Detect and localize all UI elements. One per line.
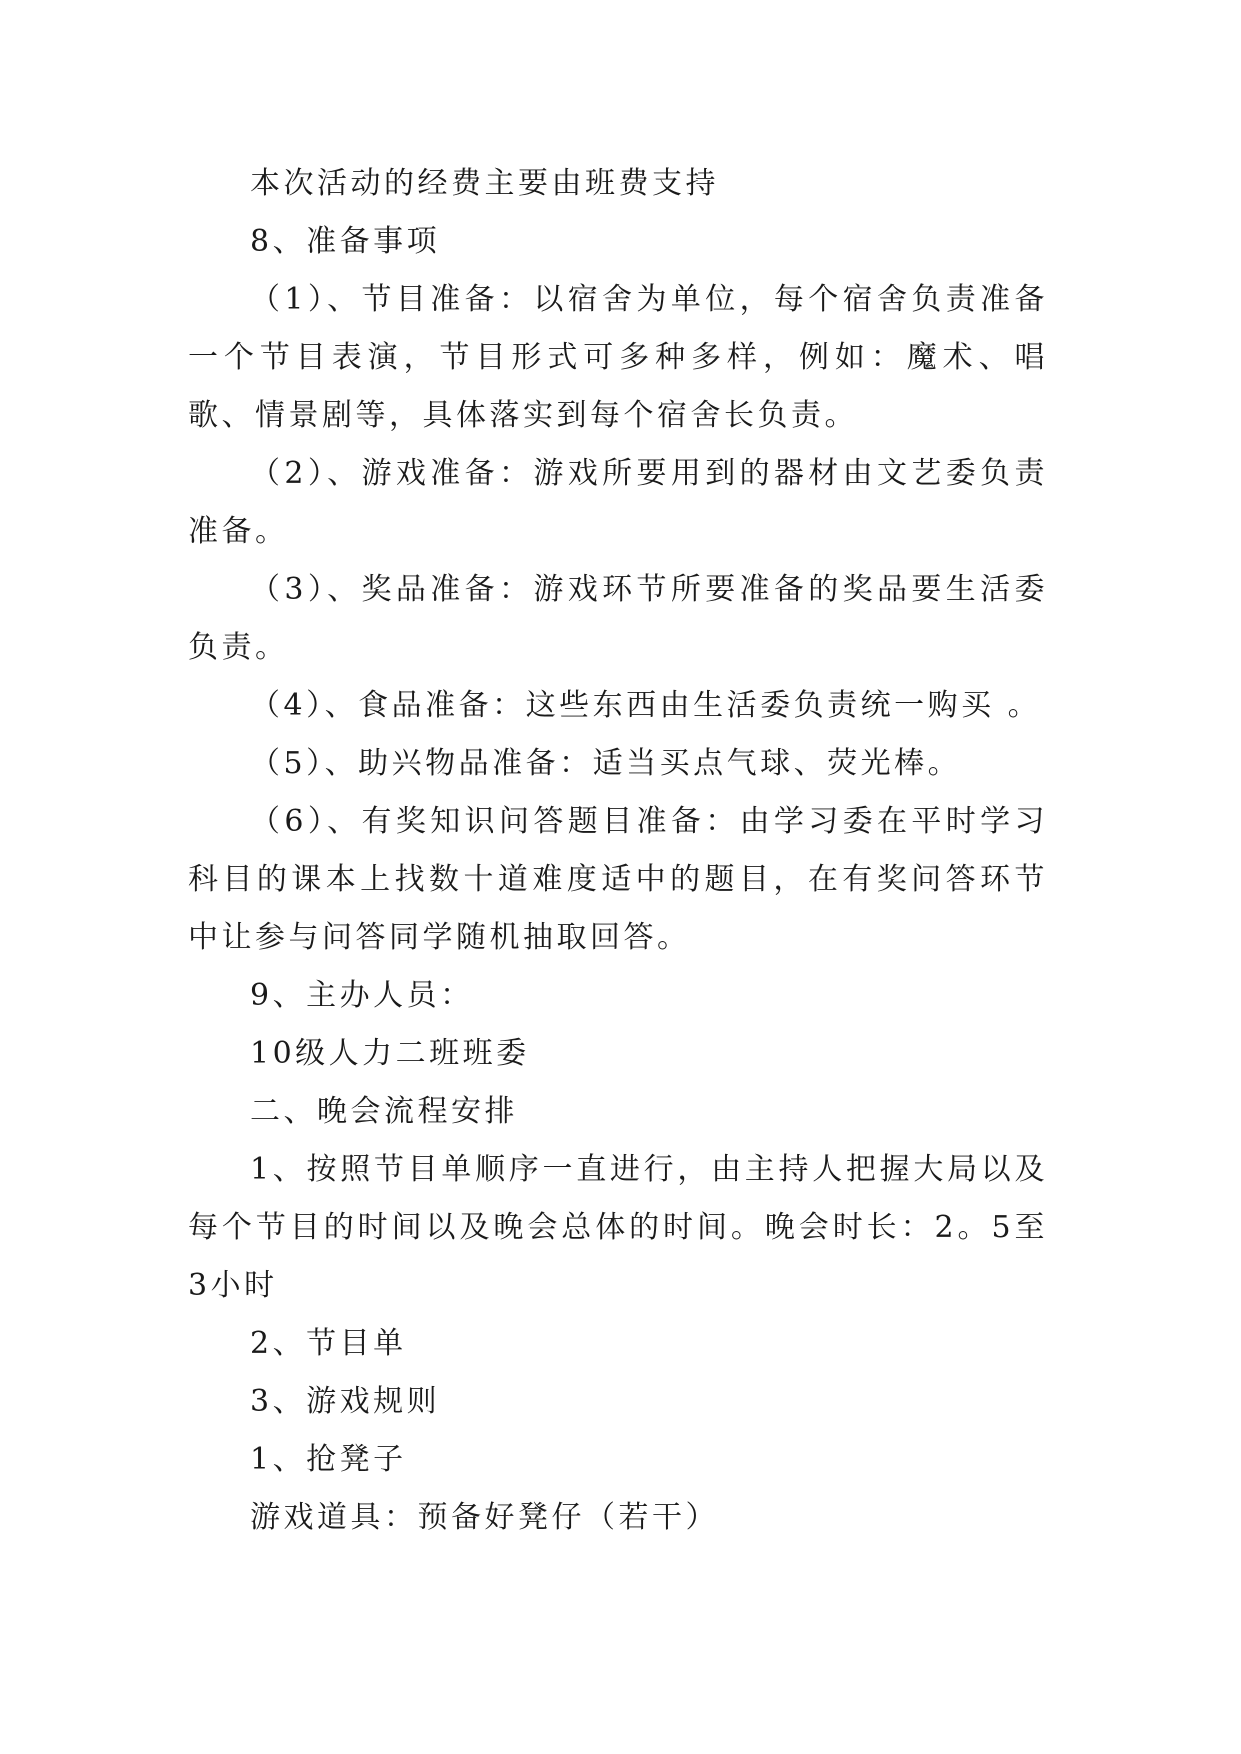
paragraph-food-prep: （4）、食品准备：这些东西由生活委负责统一购买 。 [250,688,1042,723]
paragraph-game-props: 游戏道具：预备好凳仔（若干） [250,1500,719,1535]
paragraph-game-rules: 3、游戏规则 [250,1384,441,1419]
paragraph-game-prep: （2）、游戏准备：游戏所要用到的器材由文艺委负责准备。 [188,456,1048,549]
paragraph-organizer: 10级人力二班班委 [250,1036,530,1071]
heading-program-flow: 二、晚会流程安排 [250,1094,518,1129]
paragraph-program-prep: （1）、节目准备：以宿舍为单位，每个宿舍负责准备一个节目表演，节目形式可多种多样，例如：魔术、唱歌、情景剧等，具体落实到每个宿舍长负责。 [188,282,1048,433]
paragraph-quiz-prep: （6）、有奖知识问答题目准备：由学习委在平时学习科目的课本上找数十道难度适中的题目，在有奖问答环节中让参与问答同学随机抽取回答。 [188,804,1048,955]
heading-organizers: 9、主办人员： [250,978,474,1013]
paragraph-flow-order: 1、按照节目单顺序一直进行，由主持人把握大局以及每个节目的时间以及晚会总体的时间。晚会时长：2。5至3小时 [188,1152,1048,1303]
paragraph-props-prep: （5）、助兴物品准备：适当买点气球、荧光棒。 [250,746,962,781]
paragraph-program-list: 2、节目单 [250,1326,407,1361]
paragraph-game-chairs: 1、抢凳子 [250,1442,407,1477]
paragraph-prize-prep: （3）、奖品准备：游戏环节所要准备的奖品要生活委负责。 [188,572,1048,665]
document-body [188,155,1048,1547]
heading-preparation: 8、准备事项 [250,224,441,259]
paragraph-funding: 本次活动的经费主要由班费支持 [250,166,719,201]
